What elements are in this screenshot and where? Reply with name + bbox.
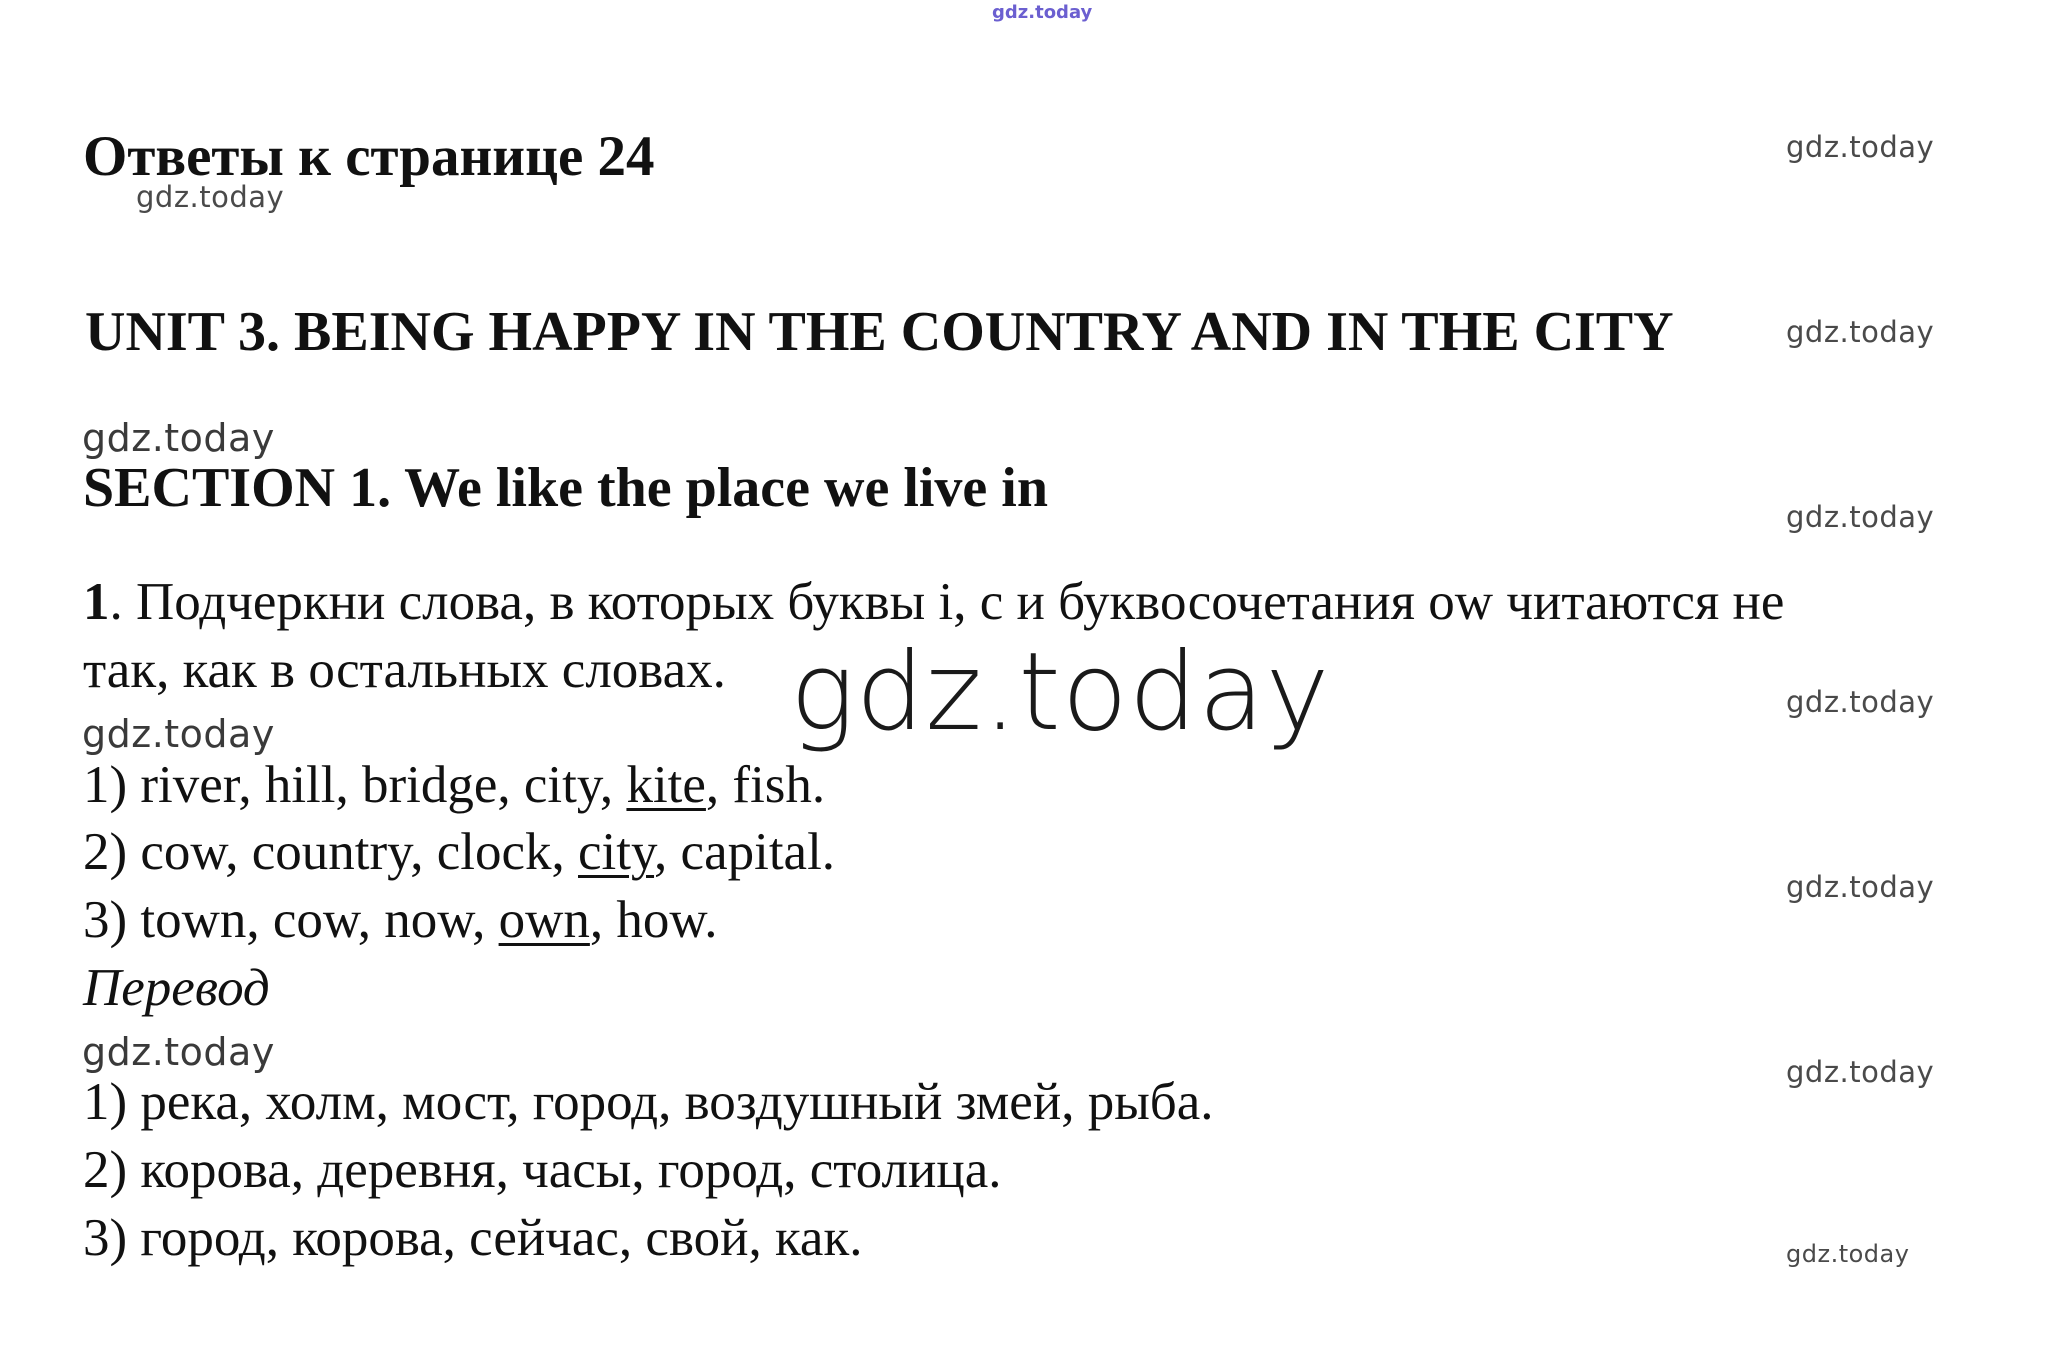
- watermark-left-2: gdz.today: [82, 712, 275, 756]
- answer-line-2: [83, 822, 835, 882]
- watermark-right-4: gdz.today: [1786, 685, 1935, 719]
- answer-line-3: [83, 890, 717, 950]
- answer-1-before: 1) river, hill, bridge, city,: [83, 756, 627, 814]
- task-line-1: [83, 572, 1784, 632]
- task-text-1: . Подчеркни слова, в которых буквы i, c и буквосочетания ow читаются не: [109, 573, 1785, 631]
- section-heading: SECTION 1. We like the place we live in: [83, 457, 1048, 519]
- answer-3-underlined: own: [498, 891, 590, 949]
- watermark-right-6: gdz.today: [1786, 1055, 1935, 1089]
- answer-1-underlined: kite: [626, 756, 706, 814]
- translation-label: Перевод: [83, 959, 270, 1017]
- watermark-left-3: gdz.today: [82, 1030, 275, 1074]
- translation-line-2: 2) корова, деревня, часы, город, столица.: [83, 1141, 1002, 1199]
- answer-2-before: 2) cow, country, clock,: [83, 823, 578, 881]
- watermark-center-large: gdz.today: [790, 630, 1331, 755]
- translation-line-3: 3) город, корова, сейчас, свой, как.: [83, 1209, 863, 1267]
- answer-2-after: , capital.: [654, 823, 836, 881]
- watermark-right-1: gdz.today: [1786, 130, 1935, 164]
- watermark-top: gdz.today: [992, 2, 1093, 23]
- page-title: Ответы к странице 24: [83, 125, 655, 188]
- unit-heading: UNIT 3. BEING HAPPY IN THE COUNTRY AND IN THE CITY: [85, 301, 1674, 363]
- answer-line-1: [83, 755, 825, 815]
- task-number: 1: [83, 573, 110, 631]
- task-line-2: так, как в остальных словах.: [83, 641, 726, 699]
- answer-1-after: , fish.: [705, 756, 826, 814]
- translation-line-1: 1) река, холм, мост, город, воздушный змей, рыба.: [83, 1073, 1214, 1131]
- answer-3-before: 3) town, cow, now,: [83, 891, 499, 949]
- watermark-right-7: gdz.today: [1786, 1240, 1910, 1268]
- watermark-right-3: gdz.today: [1786, 500, 1935, 534]
- answer-2-underlined: city: [578, 823, 655, 881]
- answer-3-after: , how.: [589, 891, 718, 949]
- watermark-right-2: gdz.today: [1786, 315, 1935, 349]
- watermark-left-1: gdz.today: [82, 416, 275, 460]
- watermark-right-5: gdz.today: [1786, 870, 1935, 904]
- watermark-under-title: gdz.today: [136, 180, 285, 214]
